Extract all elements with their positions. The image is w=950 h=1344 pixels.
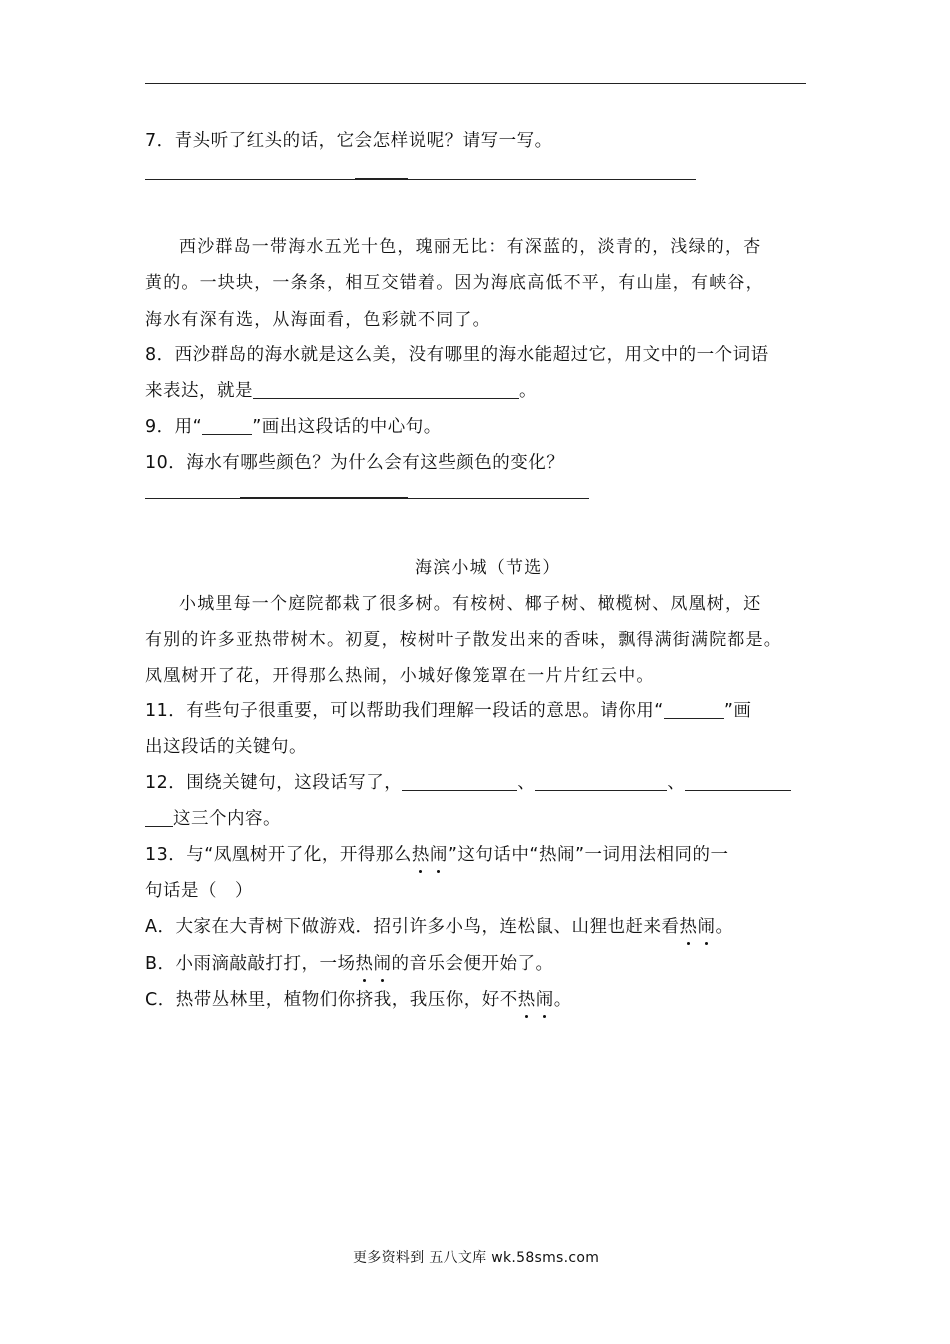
footer-link[interactable]: 更多资料到 五八文库 wk.58sms.com xyxy=(353,1250,600,1266)
q13-prefix: 13．与“凤凰树开了化，开得那么 xyxy=(145,845,412,865)
q13-dotted-char-2: 闹 xyxy=(430,841,448,866)
question-13-line1 xyxy=(145,841,729,866)
option-a-prefix: A．大家在大青树下做游戏．招引许多小鸟，连松鼠、山狸也赶来看 xyxy=(145,917,680,937)
option-b-suffix: 的音乐会便开始了。 xyxy=(391,954,554,974)
option-c[interactable] xyxy=(145,986,572,1011)
q12-sep1: 、 xyxy=(517,773,536,793)
q11-suffix: ”画 xyxy=(723,701,752,721)
passage2-line3: 凤凰树开了花，开得那么热闹，小城好像笼罩在一片片红云中。 xyxy=(145,666,655,686)
q12-blank-2[interactable] xyxy=(535,773,667,792)
q8-suffix: 。 xyxy=(519,381,537,401)
question-10: 10．海水有哪些颜色？为什么会有这些颜色的变化？ xyxy=(145,453,565,473)
passage2-line2: 有别的许多亚热带树木。初夏，桉树叶子散发出来的香味，飘得满街满院都是。 xyxy=(145,630,782,650)
q9-prefix: 9．用“ xyxy=(145,417,203,437)
question-12-line2 xyxy=(145,805,281,830)
option-b-dotted-2: 闹 xyxy=(374,950,392,975)
option-b-dotted-1: 热 xyxy=(356,950,374,975)
option-a-dotted-1: 热 xyxy=(679,913,697,938)
top-rule xyxy=(145,83,806,84)
q9-blank xyxy=(202,417,252,436)
q12-blank-1[interactable] xyxy=(402,773,517,792)
option-c-prefix: C．热带丛林里，植物们你挤我，我压你，好不 xyxy=(145,990,518,1010)
question-11-line2: 出这段话的关键句。 xyxy=(145,737,307,757)
option-a-dotted-2: 闹 xyxy=(697,913,715,938)
option-c-suffix: 。 xyxy=(553,990,572,1010)
option-b[interactable] xyxy=(145,950,554,975)
question-11-line1 xyxy=(145,697,751,722)
passage2-line1: 小城里每一个庭院都栽了很多树。有桉树、椰子树、橄榄树、凤凰树，还 xyxy=(179,594,762,614)
question-12-line1 xyxy=(145,769,791,794)
q13-suffix: ”这句话中“热闹”一词用法相同的一 xyxy=(447,845,729,865)
option-c-dotted-1: 热 xyxy=(518,986,536,1011)
answer-line-7-accent xyxy=(355,178,408,180)
q13-dotted-char-1: 热 xyxy=(412,841,430,866)
q12-sep2: 、 xyxy=(667,773,686,793)
q11-blank xyxy=(664,701,724,720)
passage1-line2: 黄的。一块块，一条条，相互交错着。因为海底高低不平，有山崖，有峡谷， xyxy=(145,273,764,293)
q12-line2-text: 这三个内容。 xyxy=(173,809,281,829)
question-8-line2 xyxy=(145,377,537,402)
q12-prefix: 12．围绕关键句，这段话写了， xyxy=(145,773,403,793)
passage1-line3: 海水有深有选，从海面看，色彩就不同了。 xyxy=(145,310,491,330)
passage2-title: 海滨小城（节选） xyxy=(415,558,561,578)
answer-line-7[interactable] xyxy=(145,179,696,180)
q12-blank-3-cont[interactable] xyxy=(145,809,173,828)
answer-line-10-accent xyxy=(240,497,408,499)
q11-prefix: 11．有些句子很重要，可以帮助我们理解一段话的意思。请你用“ xyxy=(145,701,664,721)
passage1-line1: 西沙群岛一带海水五光十色，瑰丽无比：有深蓝的，淡青的，浅绿的，杏 xyxy=(179,237,762,257)
question-9 xyxy=(145,413,442,438)
option-a[interactable] xyxy=(145,913,733,938)
question-7: 7．青头听了红头的话，它会怎样说呢？请写一写。 xyxy=(145,131,553,151)
q12-blank-3[interactable] xyxy=(685,773,791,792)
option-a-suffix: 。 xyxy=(715,917,734,937)
q9-suffix: ”画出这段话的中心句。 xyxy=(252,417,442,437)
q8-prefix: 来表达，就是 xyxy=(145,381,253,401)
option-c-dotted-2: 闹 xyxy=(536,986,554,1011)
option-b-prefix: B．小雨滴敲敲打打，一场 xyxy=(145,954,356,974)
question-8-line1: 8．西沙群岛的海水就是这么美，没有哪里的海水能超过它，用文中的一个词语 xyxy=(145,345,769,365)
q8-answer-blank[interactable] xyxy=(253,381,519,400)
question-13-line2: 句话是（ ） xyxy=(145,881,253,901)
